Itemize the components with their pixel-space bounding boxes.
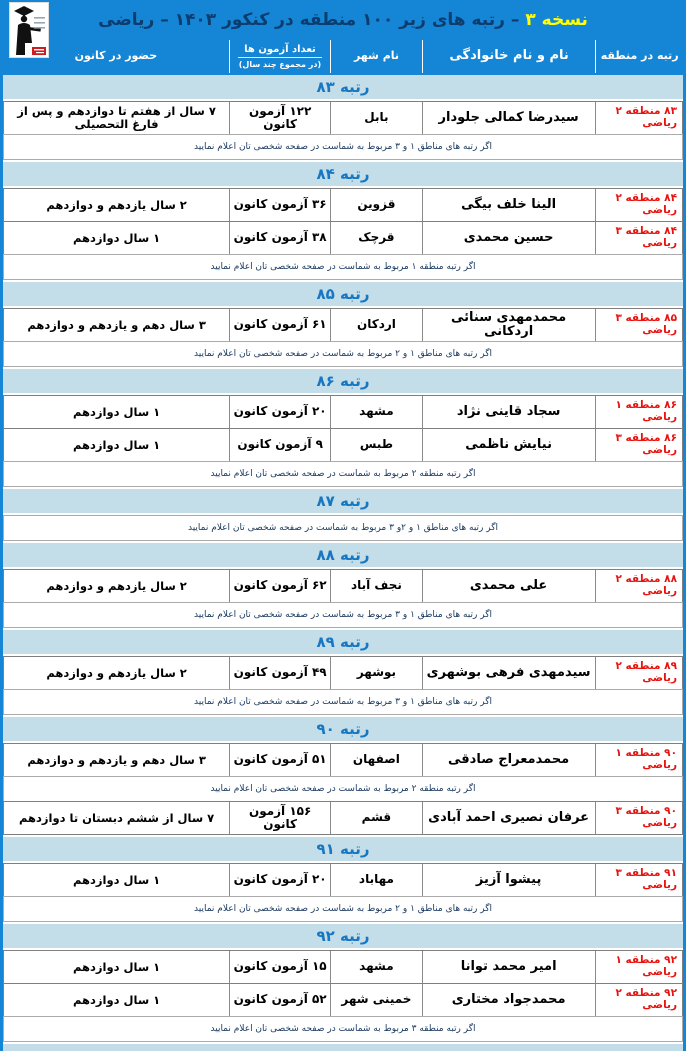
city-cell: نجف آباد: [330, 570, 422, 602]
table-row: [3, 221, 683, 255]
exams-cell: ۶۱ آزمون کانون: [229, 309, 330, 341]
table-row: [3, 743, 683, 777]
exams-cell: ۶۲ آزمون کانون: [229, 570, 330, 602]
announcement-note: اگر رتبه های مناطق ۱ و ۲و ۳ مربوط به شماست در صفحه شخصی تان اعلام نمایید: [3, 515, 683, 541]
presence-cell: ۱ سال دوازدهم: [73, 872, 161, 887]
presence-cell: ۱ سال دوازدهم: [73, 959, 161, 974]
table-row: [3, 308, 683, 342]
name-cell: محمدمهدی سنائی اردکانی: [422, 309, 595, 341]
table-row: [3, 101, 683, 135]
announcement-note: اگر رتبه های مناطق ۱ و ۳ مربوط به شماست در صفحه شخصی تان اعلام نمایید: [3, 689, 683, 715]
column-header-city: نام شهر: [330, 40, 422, 73]
exams-cell: ۱۵۶ آزمون کانون: [229, 802, 330, 834]
name-cell: علی محمدی: [422, 570, 595, 602]
exams-cell: ۹ آزمون کانون: [229, 429, 330, 461]
city-cell: خمینی شهر: [330, 984, 422, 1016]
presence-cell: ۱ سال دوازدهم: [73, 404, 161, 419]
section-rank-header: رتبه ۸۹: [3, 630, 683, 654]
exams-cell: ۳۶ آزمون کانون: [229, 189, 330, 221]
rank-cell: ۸۸ منطقه ۲ ریاضی: [595, 570, 682, 602]
rank-cell: ۹۲ منطقه ۱ ریاضی: [595, 951, 682, 983]
page-title: [3, 0, 683, 40]
city-cell: بوشهر: [330, 657, 422, 689]
graduate-icon: [10, 3, 48, 57]
column-header-exams-line2: (در مجموع چند سال): [238, 60, 322, 70]
presence-cell: ۷ سال از ششم دبستان تا دوازدهم: [19, 810, 215, 825]
presence-cell: ۲ سال یازدهم و دوازدهم: [46, 578, 187, 593]
section-rank-header: رتبه ۸۶: [3, 369, 683, 393]
kanoon-logo: [9, 2, 49, 58]
rank-section: [3, 630, 683, 715]
rank-cell: ۸۵ منطقه ۳ ریاضی: [595, 309, 682, 341]
city-cell: مشهد: [330, 396, 422, 428]
rank-cell: ۸۴ منطقه ۳ ریاضی: [595, 222, 682, 254]
announcement-note: اگر رتبه منطقه ۲ مربوط به شماست در صفحه شخصی تان اعلام نمایید: [3, 776, 683, 802]
section-rank-header: رتبه ۸۳: [3, 75, 683, 99]
rank-cell: ۹۰ منطقه ۱ ریاضی: [595, 744, 682, 776]
announcement-note: اگر رتبه منطقه ۱ مربوط به شماست در صفحه شخصی تان اعلام نمایید: [3, 254, 683, 280]
rank-section: [3, 489, 683, 541]
table-row: [3, 863, 683, 897]
name-cell: حسین محمدی: [422, 222, 595, 254]
rank-cell: ۹۰ منطقه ۳ ریاضی: [595, 802, 682, 834]
city-cell: طبس: [330, 429, 422, 461]
rank-cell: ۸۳ منطقه ۲ ریاضی: [595, 102, 682, 134]
rank-cell: ۹۲ منطقه ۲ ریاضی: [595, 984, 682, 1016]
section-rank-header: رتبه ۹۲: [3, 924, 683, 948]
rank-section: [3, 717, 683, 835]
rank-cell: ۸۹ منطقه ۲ ریاضی: [595, 657, 682, 689]
page-header: [3, 0, 683, 40]
table-row: [3, 983, 683, 1017]
exams-cell: ۲۰ آزمون کانون: [229, 396, 330, 428]
sections-container: [3, 75, 683, 1051]
name-cell: امیر محمد توانا: [422, 951, 595, 983]
section-rank-header: رتبه ۹۰: [3, 717, 683, 741]
rank-cell: ۸۴ منطقه ۲ ریاضی: [595, 189, 682, 221]
column-header-name: نام و نام خانوادگی: [422, 40, 595, 73]
name-cell: عرفان نصیری احمد آبادی: [422, 802, 595, 834]
table-row: [3, 801, 683, 835]
table-header-row: [3, 40, 683, 73]
presence-cell: ۳ سال دهم و یازدهم و دوازدهم: [27, 317, 206, 332]
announcement-note: اگر رتبه های مناطق ۱ و ۳ مربوط به شماست در صفحه شخصی تان اعلام نمایید: [3, 134, 683, 160]
rank-section: [3, 924, 683, 1042]
name-cell: الینا خلف بیگی: [422, 189, 595, 221]
exams-cell: ۵۲ آزمون کانون: [229, 984, 330, 1016]
presence-cell: ۷ سال از هفتم تا دوازدهم و پس از فارغ التحصیلی: [17, 104, 216, 131]
rank-section: [3, 837, 683, 922]
section-rank-header-partial: [3, 1044, 683, 1051]
presence-cell: ۱ سال دوازدهم: [73, 992, 161, 1007]
name-cell: محمدجواد مختاری: [422, 984, 595, 1016]
name-cell: سیدرضا کمالی جلودار: [422, 102, 595, 134]
presence-cell: ۳ سال دهم و یازدهم و دوازدهم: [27, 752, 206, 767]
exams-cell: ۱۲۲ آزمون کانون: [229, 102, 330, 134]
announcement-note: اگر رتبه منطقه ۲ مربوط به شماست در صفحه شخصی تان اعلام نمایید: [3, 461, 683, 487]
city-cell: قزوین: [330, 189, 422, 221]
title-version-highlight: نسخه ۳: [525, 10, 588, 30]
city-cell: اصفهان: [330, 744, 422, 776]
rank-cell: ۹۱ منطقه ۳ ریاضی: [595, 864, 682, 896]
exams-cell: ۴۹ آزمون کانون: [229, 657, 330, 689]
announcement-note: اگر رتبه های مناطق ۱ و ۲ مربوط به شماست در صفحه شخصی تان اعلام نمایید: [3, 896, 683, 922]
column-header-rank: رتبه در منطقه: [595, 40, 683, 73]
table-row: [3, 428, 683, 462]
column-header-presence: حضور در کانون: [74, 49, 158, 63]
table-row: [3, 950, 683, 984]
exams-cell: ۵۱ آزمون کانون: [229, 744, 330, 776]
section-rank-header: رتبه ۸۴: [3, 162, 683, 186]
rank-cell: ۸۶ منطقه ۳ ریاضی: [595, 429, 682, 461]
table-row: [3, 656, 683, 690]
column-header-exams: [229, 40, 330, 73]
table-row: [3, 395, 683, 429]
rank-cell: ۸۶ منطقه ۱ ریاضی: [595, 396, 682, 428]
city-cell: مشهد: [330, 951, 422, 983]
city-cell: اردکان: [330, 309, 422, 341]
exams-cell: ۱۵ آزمون کانون: [229, 951, 330, 983]
name-cell: نیایش ناظمی: [422, 429, 595, 461]
presence-cell: ۲ سال یازدهم و دوازدهم: [46, 197, 187, 212]
exams-cell: ۲۰ آزمون کانون: [229, 864, 330, 896]
rank-section: [3, 369, 683, 487]
table-row: [3, 188, 683, 222]
section-rank-header: رتبه ۸۵: [3, 282, 683, 306]
announcement-note: اگر رتبه های مناطق ۱ و ۲ مربوط به شماست در صفحه شخصی تان اعلام نمایید: [3, 341, 683, 367]
section-rank-header: رتبه ۹۱: [3, 837, 683, 861]
title-text: – رتبه های زیر ۱۰۰ منطقه در کنکور ۱۴۰۳ – ریاضی: [98, 10, 520, 30]
section-rank-header: رتبه ۸۸: [3, 543, 683, 567]
city-cell: بابل: [330, 102, 422, 134]
table-row: [3, 569, 683, 603]
city-cell: مهاباد: [330, 864, 422, 896]
column-header-exams-line1: تعداد آزمون ها: [238, 44, 322, 59]
city-cell: قرچک: [330, 222, 422, 254]
name-cell: سجاد قاینی نژاد: [422, 396, 595, 428]
name-cell: محمدمعراج صادقی: [422, 744, 595, 776]
rank-section: [3, 75, 683, 160]
name-cell: پیشوا آزیز: [422, 864, 595, 896]
presence-cell: ۲ سال یازدهم و دوازدهم: [46, 665, 187, 680]
name-cell: سیدمهدی فرهی بوشهری: [422, 657, 595, 689]
rank-section: [3, 162, 683, 280]
presence-cell: ۱ سال دوازدهم: [73, 230, 161, 245]
announcement-note: اگر رتبه های مناطق ۱ و ۳ مربوط به شماست در صفحه شخصی تان اعلام نمایید: [3, 602, 683, 628]
section-rank-header: رتبه ۸۷: [3, 489, 683, 513]
rank-section: [3, 282, 683, 367]
presence-cell: ۱ سال دوازدهم: [73, 437, 161, 452]
exams-cell: ۳۸ آزمون کانون: [229, 222, 330, 254]
city-cell: قشم: [330, 802, 422, 834]
rank-section: [3, 543, 683, 628]
announcement-note: اگر رتبه منطقه ۳ مربوط به شماست در صفحه شخصی تان اعلام نمایید: [3, 1016, 683, 1042]
